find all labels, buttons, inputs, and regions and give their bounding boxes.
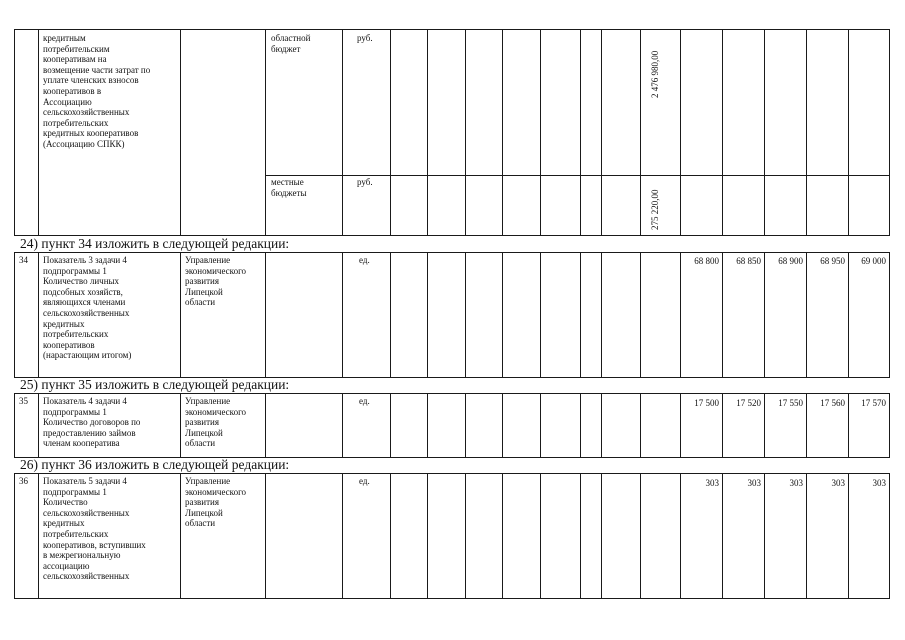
value-cell: 303 [872, 478, 886, 488]
unit-cell: руб. [357, 33, 373, 43]
value-cell: 17 560 [820, 398, 845, 408]
value-cell: 303 [789, 478, 803, 488]
description-cell: Показатель 4 задачи 4 подпрограммы 1 Количество договоров по предоставлению займов членам кооператива [43, 396, 141, 449]
unit-cell: руб. [357, 177, 373, 187]
row-number: 34 [19, 255, 28, 265]
funding-source-cell: местные бюджеты [271, 177, 307, 198]
section-heading: 25) пункт 35 изложить в следующей редакции: [20, 377, 290, 392]
value-cell: 17 520 [736, 398, 761, 408]
table-row-divider [265, 175, 890, 176]
row-number: 35 [19, 396, 28, 406]
value-cell: 68 850 [736, 256, 761, 266]
value-cell: 17 500 [694, 398, 719, 408]
value-cell: 17 550 [778, 398, 803, 408]
section-heading: 26) пункт 36 изложить в следующей редакции: [20, 457, 290, 472]
funding-source-cell: областной бюджет [271, 33, 311, 54]
unit-cell: ед. [359, 396, 370, 406]
executor-cell: Управление экономического развития Липецкой области [185, 396, 247, 449]
description-cell: Показатель 5 задачи 4 подпрограммы 1 Количество сельскохозяйственных кредитных потребительских кооперативов, вступивших в межрегиональную ассоциацию сельскохозяйственных [43, 476, 146, 582]
amount-cell: 2 476 980,00 [650, 50, 660, 98]
description-cell: Показатель 3 задачи 4 подпрограммы 1 Количество личных подсобных хозяйств, являющихся членами сельскохозяйственных кредитных потребительских кооперативов (нарастающим итогом) [43, 255, 132, 361]
unit-cell: ед. [359, 255, 370, 265]
executor-cell: Управление экономического развития Липецкой области [185, 255, 247, 308]
unit-cell: ед. [359, 476, 370, 486]
value-cell: 303 [831, 478, 845, 488]
section-heading: 24) пункт 34 изложить в следующей редакции: [20, 236, 290, 251]
table-border-top [14, 29, 890, 30]
value-cell: 68 800 [694, 256, 719, 266]
value-cell: 68 950 [820, 256, 845, 266]
executor-cell: Управление экономического развития Липецкой области [185, 476, 247, 529]
value-cell: 69 000 [861, 256, 886, 266]
amount-cell: 275 220,00 [650, 189, 660, 230]
value-cell: 303 [747, 478, 761, 488]
row-number: 36 [19, 476, 28, 486]
value-cell: 303 [705, 478, 719, 488]
description-cell: кредитным потребительским кооперативам на возмещение части затрат по уплате членских взносов кооперативов в Ассоциацию сельскохозяйственных потребительских кредитных кооперативов (Ассоциацию СПКК) [43, 33, 151, 149]
value-cell: 17 570 [861, 398, 886, 408]
value-cell: 68 900 [778, 256, 803, 266]
